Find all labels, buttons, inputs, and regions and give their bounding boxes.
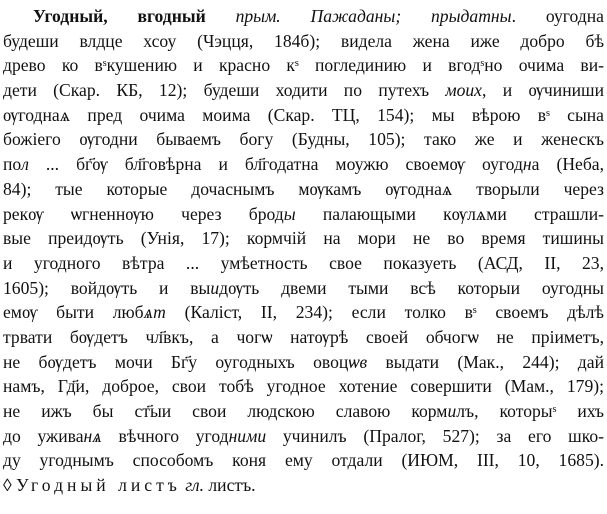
italic-text: прым. Пажаданы; прыдатны: [235, 6, 512, 26]
entry-text: (Каліст, II, 234); если толко вˢ своемъ дѣлѣ: [165, 302, 604, 323]
italic-text: ѡв: [348, 351, 368, 372]
sub-entry-term: Угодный листъ: [16, 475, 181, 496]
italic-text: нѧ: [83, 425, 102, 446]
headword: Угодный, вгодный: [33, 6, 206, 26]
entry-line: [3, 53, 604, 78]
entry-line: [3, 473, 604, 498]
entry-text: и угодного вѣтра ... умѣетность свое показуеть (АСД, II, 23,: [3, 252, 604, 273]
entry-line: [3, 29, 604, 54]
entry-text: древо ко вˢкушению и красно кˢ поглединию и вгодˢно очима ви-: [3, 55, 604, 76]
entry-text: листъ.: [203, 475, 256, 496]
entry-text: а (Неба,: [531, 154, 604, 175]
entry-text: . оугодна: [511, 6, 604, 26]
italic-text: [206, 376, 219, 396]
italic-text: ними: [228, 425, 267, 446]
entry-line: [3, 300, 604, 325]
italic-text: л: [21, 154, 29, 175]
entry-text: выдати (Мак., 244); дай: [367, 351, 604, 372]
dictionary-entry: [3, 4, 604, 498]
entry-text: до ужива: [3, 425, 84, 446]
entry-line: [3, 325, 604, 350]
entry-text: ◊: [3, 475, 17, 496]
entry-line: [3, 103, 604, 128]
entry-text: , и ѹчиниши: [482, 80, 604, 101]
entry-text: 84); тые которые дочаснымъ мѹкамъ ѹгоднаѧ творыли через: [3, 178, 604, 199]
entry-headline: [3, 4, 604, 29]
italic-text: ы: [283, 203, 296, 224]
entry-text: по: [3, 154, 22, 175]
italic-text: н: [522, 154, 532, 175]
entry-text: не ижъ бы ст҃ыи свои людскою славою корм: [3, 401, 448, 421]
entry-line: [3, 350, 604, 375]
entry-text: вѣчного угод: [101, 425, 229, 446]
entry-text: намъ, Гд҃и, доброе, свои: [3, 376, 207, 397]
entry-line: [3, 226, 604, 251]
entry-text: трвати бѹдетъ чл҃вкъ, а чогѡ натѹрѣ своей обчогѡ не пріиметъ,: [3, 326, 604, 347]
entry-text: ду угоднымъ способомъ коня ему отдали (ИЮМ, III, 10, 1685).: [3, 450, 604, 471]
entry-text: будеши влдце хсоу (Чэцця, 184б); видела жена иже добро бѣ: [3, 30, 604, 51]
entry-text: не бѹдетъ мочи Бг҃у оугодныхъ овоц: [3, 351, 349, 372]
entry-line: [3, 152, 604, 177]
entry-text: палающыми кѹлѧми страшли-: [295, 203, 604, 224]
italic-text: гл.: [185, 475, 204, 496]
entry-text: 1605); войдѹть и вы: [3, 277, 211, 298]
entry-text: ѹгоднаѧ пред очима моима (Скар. ТЦ, 154); мы вѣрою вˢ сына: [3, 104, 604, 125]
italic-text: ѧт: [143, 302, 166, 323]
entry-line: [3, 424, 604, 449]
italic-text: и: [210, 277, 220, 298]
entry-line: [3, 251, 604, 276]
entry-text: [206, 6, 236, 26]
entry-text: вые преидѹть (Унія, 17); кормчій на мори не во время тишины: [3, 228, 604, 249]
entry-text: емѹ быти люб: [3, 302, 144, 323]
entry-text: лъ, которыˢ ихъ: [456, 401, 604, 421]
entry-text: дети (Скар. КБ, 12); будеши ходити по путехъ: [3, 80, 446, 101]
entry-text: ... бг҃ѹ бл҃говѣрна и бл҃годатна моужю своемѹ оугод: [28, 154, 523, 175]
entry-line: [3, 276, 604, 301]
entry-line: [3, 399, 604, 424]
entry-text: рекѹ ѡгненнѹю через брод: [3, 203, 284, 224]
entry-line: [3, 448, 604, 473]
entry-text: дѹть двеми тыми всѣ которыи оугодны: [219, 277, 604, 298]
italic-text: моих: [445, 80, 482, 101]
entry-line: [3, 374, 604, 399]
italic-text: и: [447, 401, 457, 421]
entry-text: божіего ѹгодни бываемъ богу (Будны, 105); тако же и женескъ: [3, 129, 604, 150]
entry-line: [3, 202, 604, 227]
entry-line: [3, 127, 604, 152]
entry-text: тобѣ угодное хотение совершити (Мам., 179);: [219, 376, 604, 397]
entry-line: [3, 78, 604, 103]
entry-line: [3, 177, 604, 202]
entry-text: учинилъ (Пралог, 527); за его шко-: [266, 425, 605, 446]
